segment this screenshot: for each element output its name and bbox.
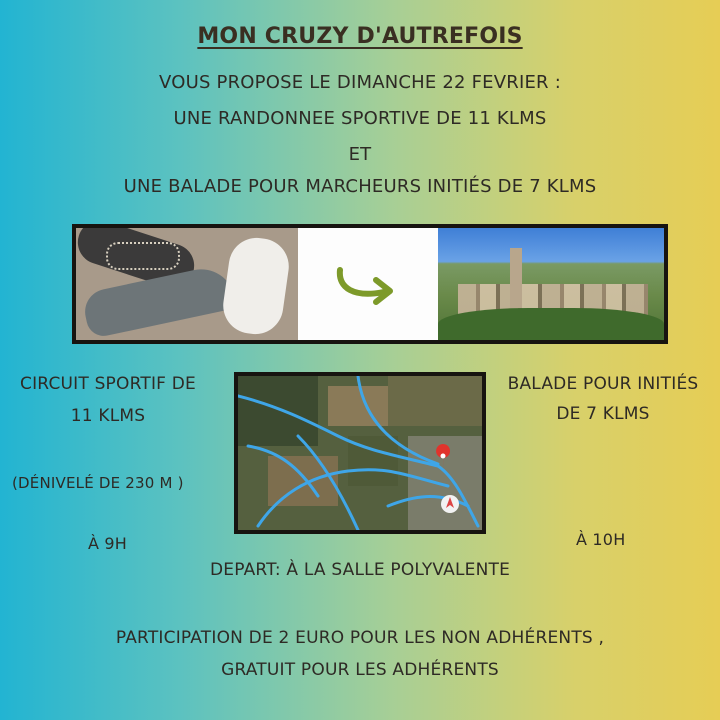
intro-line-sport-hike: UNE RANDONNEE SPORTIVE DE 11 KLMS [173, 108, 547, 129]
balade-label: BALADE POUR INITIÉS [507, 374, 699, 394]
balade-start-time: À 10H [576, 530, 626, 549]
elevation-label: (DÉNIVELÉ DE 230 M ) [12, 474, 184, 492]
intro-line-and: ET [348, 144, 372, 165]
participation-fee: PARTICIPATION DE 2 EURO POUR LES NON ADHÉRENTS , [115, 628, 605, 648]
sport-start-time: À 9H [88, 534, 128, 553]
balade-distance: DE 7 KLMS [556, 404, 650, 424]
intro-line-balade: UNE BALADE POUR MARCHEURS INITIÉS DE 7 KLMS [123, 176, 597, 197]
intro-line-date: VOUS PROPOSE LE DIMANCHE 22 FEVRIER : [159, 72, 561, 93]
photo-strip [72, 224, 668, 344]
satellite-map-graphic [238, 376, 482, 530]
sport-circuit-label: CIRCUIT SPORTIF DE [20, 374, 196, 394]
curved-arrow-icon [332, 258, 402, 308]
departure-location: DEPART: À LA SALLE POLYVALENTE [209, 560, 511, 580]
arrow-panel [298, 228, 438, 340]
hiking-shoes-photo [76, 228, 298, 340]
village-photo [438, 228, 664, 340]
participation-free-members: GRATUIT POUR LES ADHÉRENTS [221, 660, 499, 680]
route-map [234, 372, 486, 534]
sport-circuit-distance: 11 KLMS [70, 406, 146, 426]
poster-title: MON CRUZY D'AUTREFOIS [197, 24, 523, 49]
